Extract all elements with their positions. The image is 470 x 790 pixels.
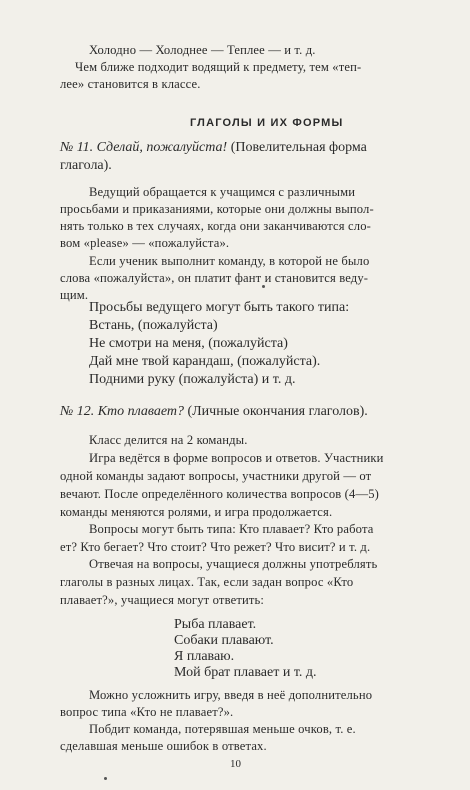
paragraph-line: Просьбы ведущего могут быть такого типа: <box>89 300 350 315</box>
page-number: 10 <box>230 758 241 770</box>
exercise-11-title <box>60 140 367 156</box>
paragraph-line: вечают. После определённого количества вопросов (4—5) <box>60 487 379 501</box>
paragraph-line: плавает?», учащиеся могут ответить: <box>60 593 265 607</box>
paragraph-line: ет? Кто бегает? Что стоит? Что режет? Что висит? и т. д. <box>60 540 371 554</box>
paragraph-line: вопрос типа «Кто не плавает?». <box>60 705 234 719</box>
exercise-11-title-cont: глагола). <box>60 158 112 173</box>
paragraph-line: слова «пожалуйста», он платит фант и становится веду- <box>60 271 369 285</box>
example-line: Не смотри на меня, (пожалуйста) <box>89 336 288 351</box>
example-line: Мой брат плавает и т. д. <box>174 665 317 680</box>
example-line: Собаки плавают. <box>174 633 274 648</box>
section-heading: ГЛАГОЛЫ И ИХ ФОРМЫ <box>190 117 344 129</box>
exercise-12-name: № 12. Кто плавает? <box>60 404 185 419</box>
paragraph-line: Можно усложнить игру, введя в неё дополнительно <box>89 688 373 702</box>
print-speck <box>104 777 107 780</box>
example-line: Рыба плавает. <box>174 617 257 632</box>
example-line: Я плаваю. <box>174 649 235 664</box>
example-line: Встань, (пожалуйста) <box>89 318 218 333</box>
paragraph-line: команды меняются ролями, и игра продолжается. <box>60 505 333 519</box>
paragraph-line: просьбами и приказаниями, которые они должны выпол- <box>60 202 374 216</box>
example-line: Подними руку (пожалуйста) и т. д. <box>89 372 296 387</box>
paragraph-line: Побдит команда, потерявшая меньше очков, т. е. <box>89 722 356 736</box>
exercise-11-name: № 11. Сделай, пожалуйста! <box>60 140 228 155</box>
text-line: лее» становится в классе. <box>60 77 201 91</box>
paragraph-line: глаголы в разных лицах. Так, если задан вопрос «Кто <box>60 575 354 589</box>
example-line: Дай мне твой карандаш, (пожалуйста). <box>89 354 321 369</box>
paragraph-line: Ведущий обращается к учащимся с различными <box>89 185 356 199</box>
paragraph-line: щим. <box>60 288 89 302</box>
exercise-11-note: (Повелительная форма <box>230 140 367 155</box>
paragraph-line: Вопросы могут быть типа: Кто плавает? Кто работа <box>89 522 374 536</box>
paragraph-line: Отвечая на вопросы, учащиеся должны употреблять <box>89 557 378 571</box>
paragraph-line: вом «please» — «пожалуйста». <box>60 236 230 250</box>
paragraph-line: сделавшая меньше ошибок в ответах. <box>60 739 267 753</box>
paragraph-line: Если ученик выполнит команду, в которой не было <box>89 254 370 268</box>
paragraph-line: Игра ведётся в форме вопросов и ответов. Участники <box>89 451 384 465</box>
temperature-scale-line: Холодно — Холоднее — Теплее — и т. д. <box>89 43 316 57</box>
paragraph-line: Класс делится на 2 команды. <box>89 433 248 447</box>
text-line: Чем ближе подходит водящий к предмету, тем «теп- <box>75 60 362 74</box>
exercise-12-title <box>60 404 368 420</box>
paragraph-line: одной команды задают вопросы, участники другой — от <box>60 469 372 483</box>
paragraph-line: нять только в тех случаях, когда они заканчиваются сло- <box>60 219 371 233</box>
exercise-12-note: (Личные окончания глаголов). <box>187 404 368 419</box>
print-speck <box>262 285 265 288</box>
